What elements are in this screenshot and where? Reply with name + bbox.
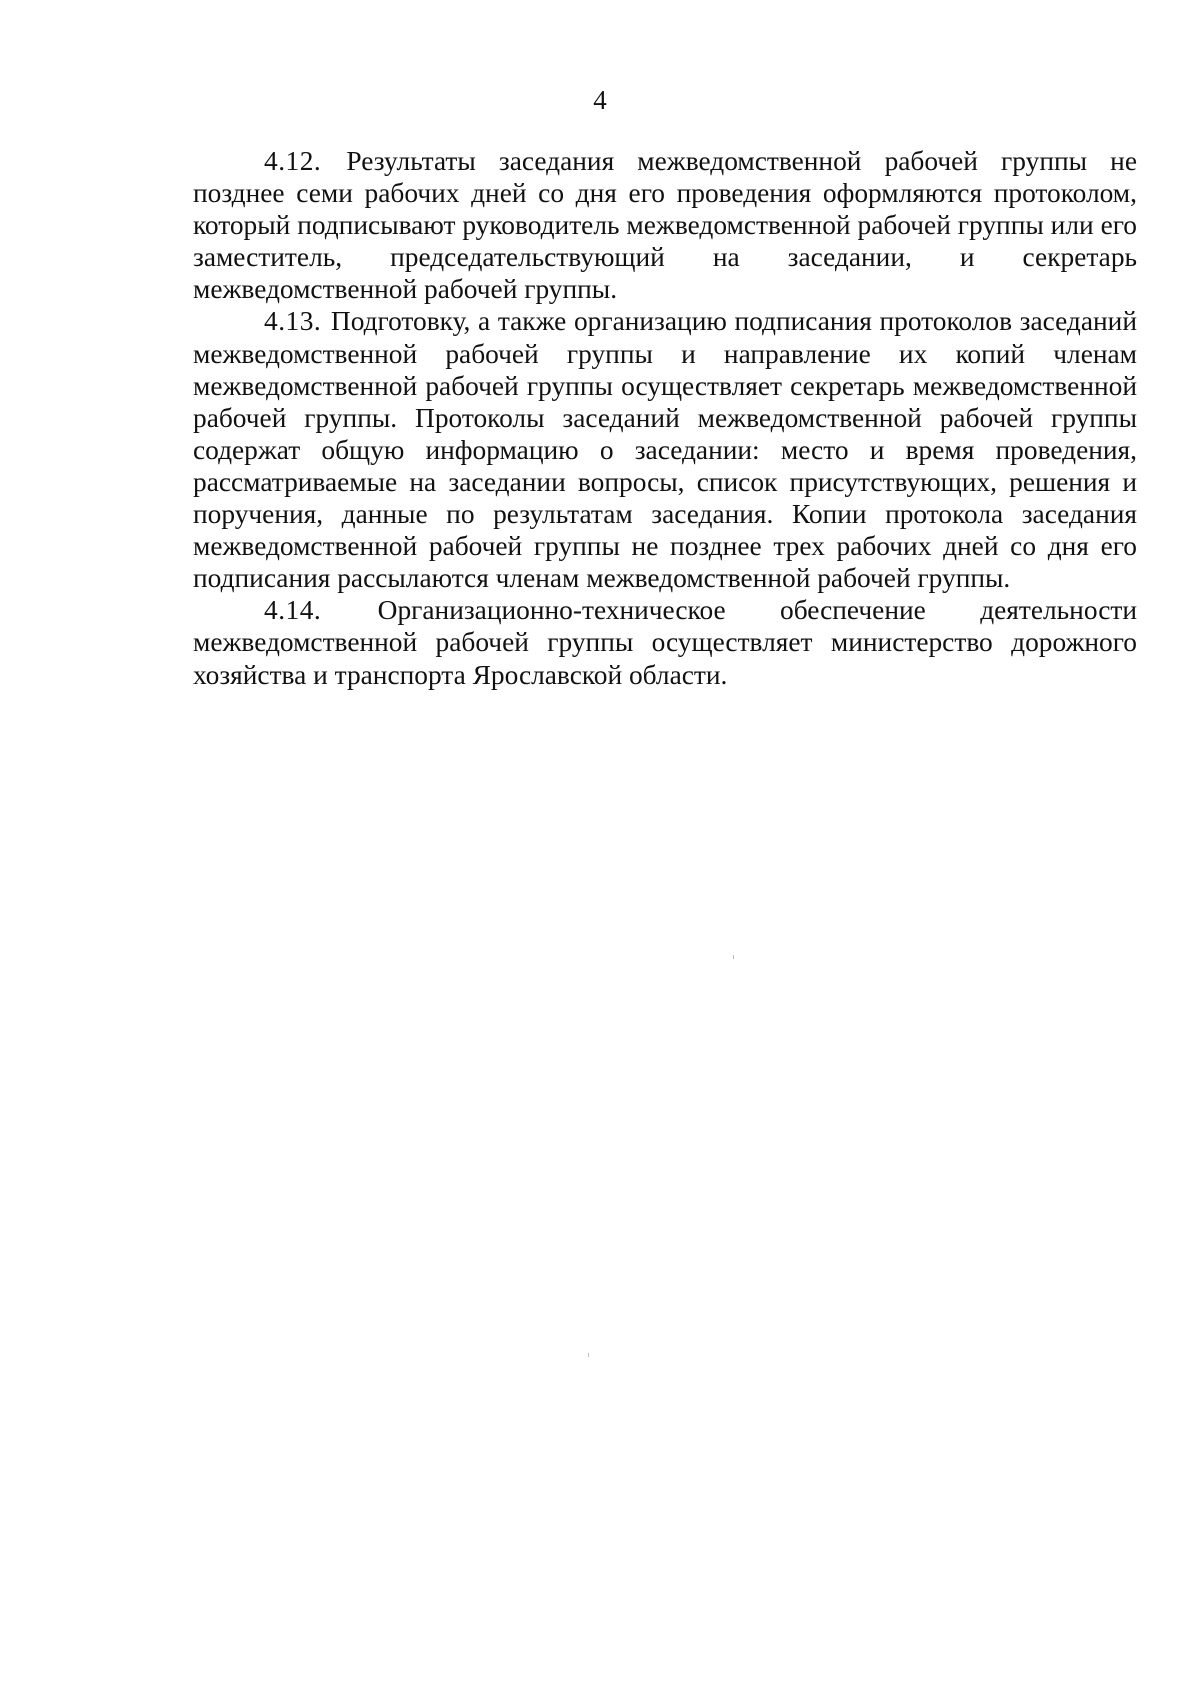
paragraph-number: 4.14. (264, 595, 322, 626)
paragraph-text: Результаты заседания межведомственной рабочей группы не позднее семи рабочих дней со дня его проведения оформляются протоколом, который подписывают руководитель межведомственной рабочей группы или его заместитель, председательствующий на заседании, и секретарь межведомственной рабочей группы. (193, 146, 1137, 305)
scan-speck (588, 1353, 589, 1357)
document-body (193, 145, 1137, 691)
scan-speck (733, 955, 734, 959)
paragraph-number: 4.13. (264, 306, 322, 337)
page-number: 4 (593, 85, 607, 115)
paragraph-text: Подготовку, а также организацию подписания протоколов заседаний межведомственной рабочей группы и направление их копий членам межведомственной рабочей группы осуществляет секретарь межведомственной рабочей группы. Протоколы заседаний межведомственной рабочей группы содержат общую информацию о заседании: место и время проведения, рассматриваемые на заседании вопросы, список присутствующих, решения и поручения, данные по результатам заседания. Копии протокола заседания межведомственной рабочей группы не позднее трех рабочих дней со дня его подписания рассылаются членам межведомственной рабочей группы. (193, 306, 1137, 594)
paragraph-number: 4.12. (264, 146, 322, 176)
paragraph-4-13 (193, 305, 1137, 594)
paragraph-text: Организационно-техническое обеспечение деятельности межведомственной рабочей группы осуществляет министерство дорожного хозяйства и транспорта Ярославской области. (193, 595, 1137, 690)
paragraph-4-12 (193, 145, 1137, 305)
paragraph-4-14 (193, 594, 1137, 690)
